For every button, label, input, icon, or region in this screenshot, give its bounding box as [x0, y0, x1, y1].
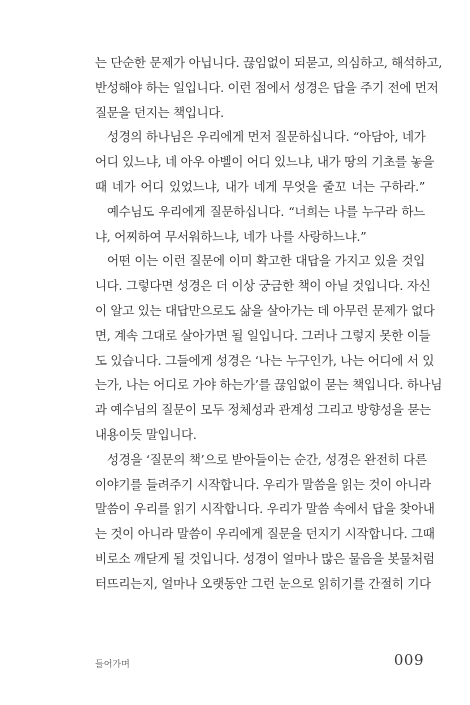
text-line: 어떤 이는 이런 질문에 이미 확고한 대답을 가지고 있을 것입	[107, 253, 425, 269]
running-footer-section: 들어가며	[95, 660, 130, 670]
text-line: 냐, 어찌하여 무서워하느냐, 네가 나를 사랑하느냐.”	[95, 228, 367, 244]
text-line: 비로소 깨닫게 될 것입니다. 성경이 얼마나 많은 물음을 봇물처럼	[95, 550, 435, 566]
text-line: 도 있습니다. 그들에게 성경은 ‘나는 누구인가, 나는 어디에 서 있	[95, 352, 435, 368]
text-line: 면, 계속 그대로 살아가면 될 일입니다. 그러나 그렇지 못한 이들	[95, 327, 431, 343]
text-line: 성경을 ‘질문의 책’으로 받아들이는 순간, 성경은 완전히 다른	[107, 451, 427, 467]
text-line: 말씀이 우리를 읽기 시작합니다. 우리가 말씀 속에서 답을 찾아내	[95, 501, 435, 517]
text-line: 과 예수님의 질문이 모두 정체성과 관계성 그리고 방향성을 묻는	[95, 402, 431, 418]
text-line: 는 단순한 문제가 아닙니다. 끊임없이 되묻고, 의심하고, 해석하고,	[95, 55, 443, 70]
text-line: 는가, 나는 어디로 가야 하는가’를 끊임없이 묻는 책입니다. 하나님	[95, 377, 443, 393]
body-text	[95, 51, 443, 597]
text-line: 성경의 하나님은 우리에게 먼저 질문하십니다. “아담아, 네가	[107, 129, 426, 145]
page-number: 009	[393, 651, 424, 669]
text-line: 반성해야 하는 일입니다. 이런 점에서 성경은 답을 주기 전에 먼저	[95, 79, 439, 95]
text-line: 이 알고 있는 대답만으로도 삶을 살아가는 데 아무런 문제가 없다	[95, 302, 435, 318]
text-line: 때 네가 어디 있었느냐, 내가 네게 무엇을 줄꼬 너는 구하라.”	[95, 178, 425, 194]
text-line: 는 것이 아니라 말씀이 우리에게 질문을 던지기 시작합니다. 그때	[95, 526, 435, 542]
text-line: 질문을 던지는 책입니다.	[95, 104, 224, 120]
text-line: 터뜨리는지, 얼마나 오랫동안 그런 눈으로 읽히기를 간절히 기다	[95, 575, 431, 591]
text-line: 이야기를 들려주기 시작합니다. 우리가 말씀을 읽는 것이 아니라	[95, 476, 431, 492]
text-line: 니다. 그렇다면 성경은 더 이상 궁금한 책이 아닐 것입니다. 자신	[95, 278, 431, 294]
text-line: 예수님도 우리에게 질문하십니다. “너희는 나를 누구라 하느	[107, 203, 425, 219]
text-line: 내용이듯 말입니다.	[95, 426, 197, 442]
text-line: 어디 있느냐, 네 아우 아벨이 어디 있느냐, 내가 땅의 기초를 놓을	[95, 154, 435, 170]
